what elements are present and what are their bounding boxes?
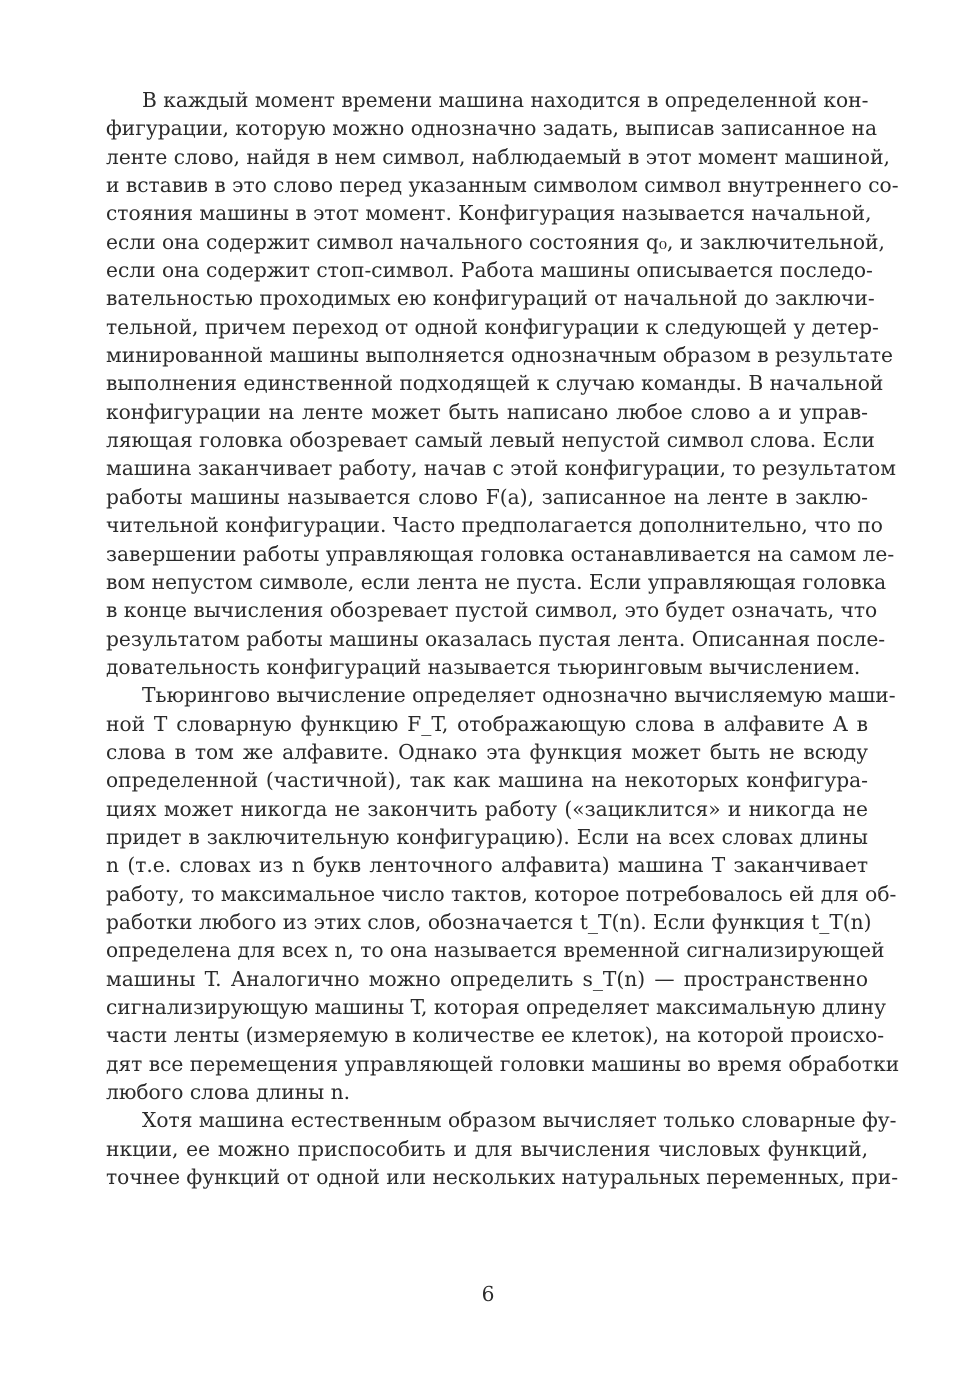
text-line: придет в заключительную конфигурацию). Если на всех словах длины <box>106 824 868 849</box>
text-line: определена для всех n, то она называется временной сигнализирующей <box>106 938 885 963</box>
text-line: ной T словарную функцию F_T, отображающую слова в алфавите A в <box>106 711 868 736</box>
text-line: ленте слово, найдя в нем символ, наблюдаемый в этот момент машиной, <box>106 144 890 169</box>
page-number: 6 <box>481 1282 495 1306</box>
text-line: результатом работы машины оказалась пустая лента. Описанная после- <box>106 626 886 651</box>
text-line: точнее функций от одной или нескольких натуральных переменных, при- <box>106 1165 899 1190</box>
text-line: чительной конфигурации. Часто предполагается дополнительно, что по <box>106 513 883 538</box>
paragraph-1 <box>106 86 899 681</box>
text-line: определенной (частичной), так как машина на некоторых конфигура- <box>106 768 868 793</box>
text-line: минированной машины выполняется однозначным образом в результате <box>106 343 893 368</box>
text-line: слова в том же алфавите. Однако эта функция может быть не всюду <box>106 739 868 764</box>
text-line: вательностью проходимых ею конфигураций от начальной до заключи- <box>106 286 875 311</box>
text-line: дят все перемещения управляющей головки машины во время обработки <box>106 1051 900 1076</box>
text-line: части ленты (измеряемую в количестве ее клеток), на которой происхо- <box>106 1023 885 1048</box>
text-line: работы машины называется слово F(a), записанное на ленте в заклю- <box>106 484 868 509</box>
paragraph-3 <box>106 1106 899 1191</box>
text-line: в конце вычисления обозревает пустой символ, это будет означать, что <box>106 598 878 623</box>
text-line: если она содержит стоп-символ. Работа машины описывается последо- <box>106 258 873 283</box>
text-line: работки любого из этих слов, обозначается t_T(n). Если функция t_T(n) <box>106 909 872 934</box>
text-line: тельной, причем переход от одной конфигурации к следующей у детер- <box>106 314 879 339</box>
text-line: довательность конфигураций называется тьюринговым вычислением. <box>106 654 861 679</box>
text-line: любого слова длины n. <box>106 1080 351 1105</box>
text-line: вом непустом символе, если лента не пуста. Если управляющая головка <box>106 569 887 594</box>
text-line: и вставив в это слово перед указанным символом символ внутреннего со- <box>106 173 899 198</box>
page-body <box>106 86 900 1191</box>
text-line: работу, то максимальное число тактов, которое потребовалось ей для об- <box>106 881 897 906</box>
text-line: если она содержит символ начального состояния q₀, и заключительной, <box>106 229 885 254</box>
text-line: Хотя машина естественным образом вычисляет только словарные фу- <box>142 1108 897 1133</box>
paragraph-2 <box>106 681 900 1106</box>
text-line: ляющая головка обозревает самый левый непустой символ слова. Если <box>106 428 875 453</box>
text-line: конфигурации на ленте может быть написано любое слово a и управ- <box>106 399 868 424</box>
text-line: циях может никогда не закончить работу («зациклится» и никогда не <box>106 796 868 821</box>
text-line: нкции, ее можно приспособить и для вычисления числовых функций, <box>106 1136 868 1161</box>
text-line: выполнения единственной подходящей к случаю команды. В начальной <box>106 371 884 396</box>
text-line: фигурации, которую можно однозначно задать, выписав записанное на <box>106 116 877 141</box>
text-line: стояния машины в этот момент. Конфигурация называется начальной, <box>106 201 872 226</box>
text-line: n (т.е. словах из n букв ленточного алфавита) машина T заканчивает <box>106 853 868 878</box>
text-line: машина заканчивает работу, начав с этой конфигурации, то результатом <box>106 456 896 481</box>
text-line: завершении работы управляющая головка останавливается на самом ле- <box>106 541 895 566</box>
text-line: машины T. Аналогично можно определить s_T(n) — пространственно <box>106 966 868 991</box>
text-line: Тьюрингово вычисление определяет однозначно вычисляемую маши- <box>142 683 896 708</box>
text-line: сигнализирующую машины T, которая определяет максимальную длину <box>106 995 887 1019</box>
text-line: В каждый момент времени машина находится в определенной кон- <box>142 88 869 112</box>
